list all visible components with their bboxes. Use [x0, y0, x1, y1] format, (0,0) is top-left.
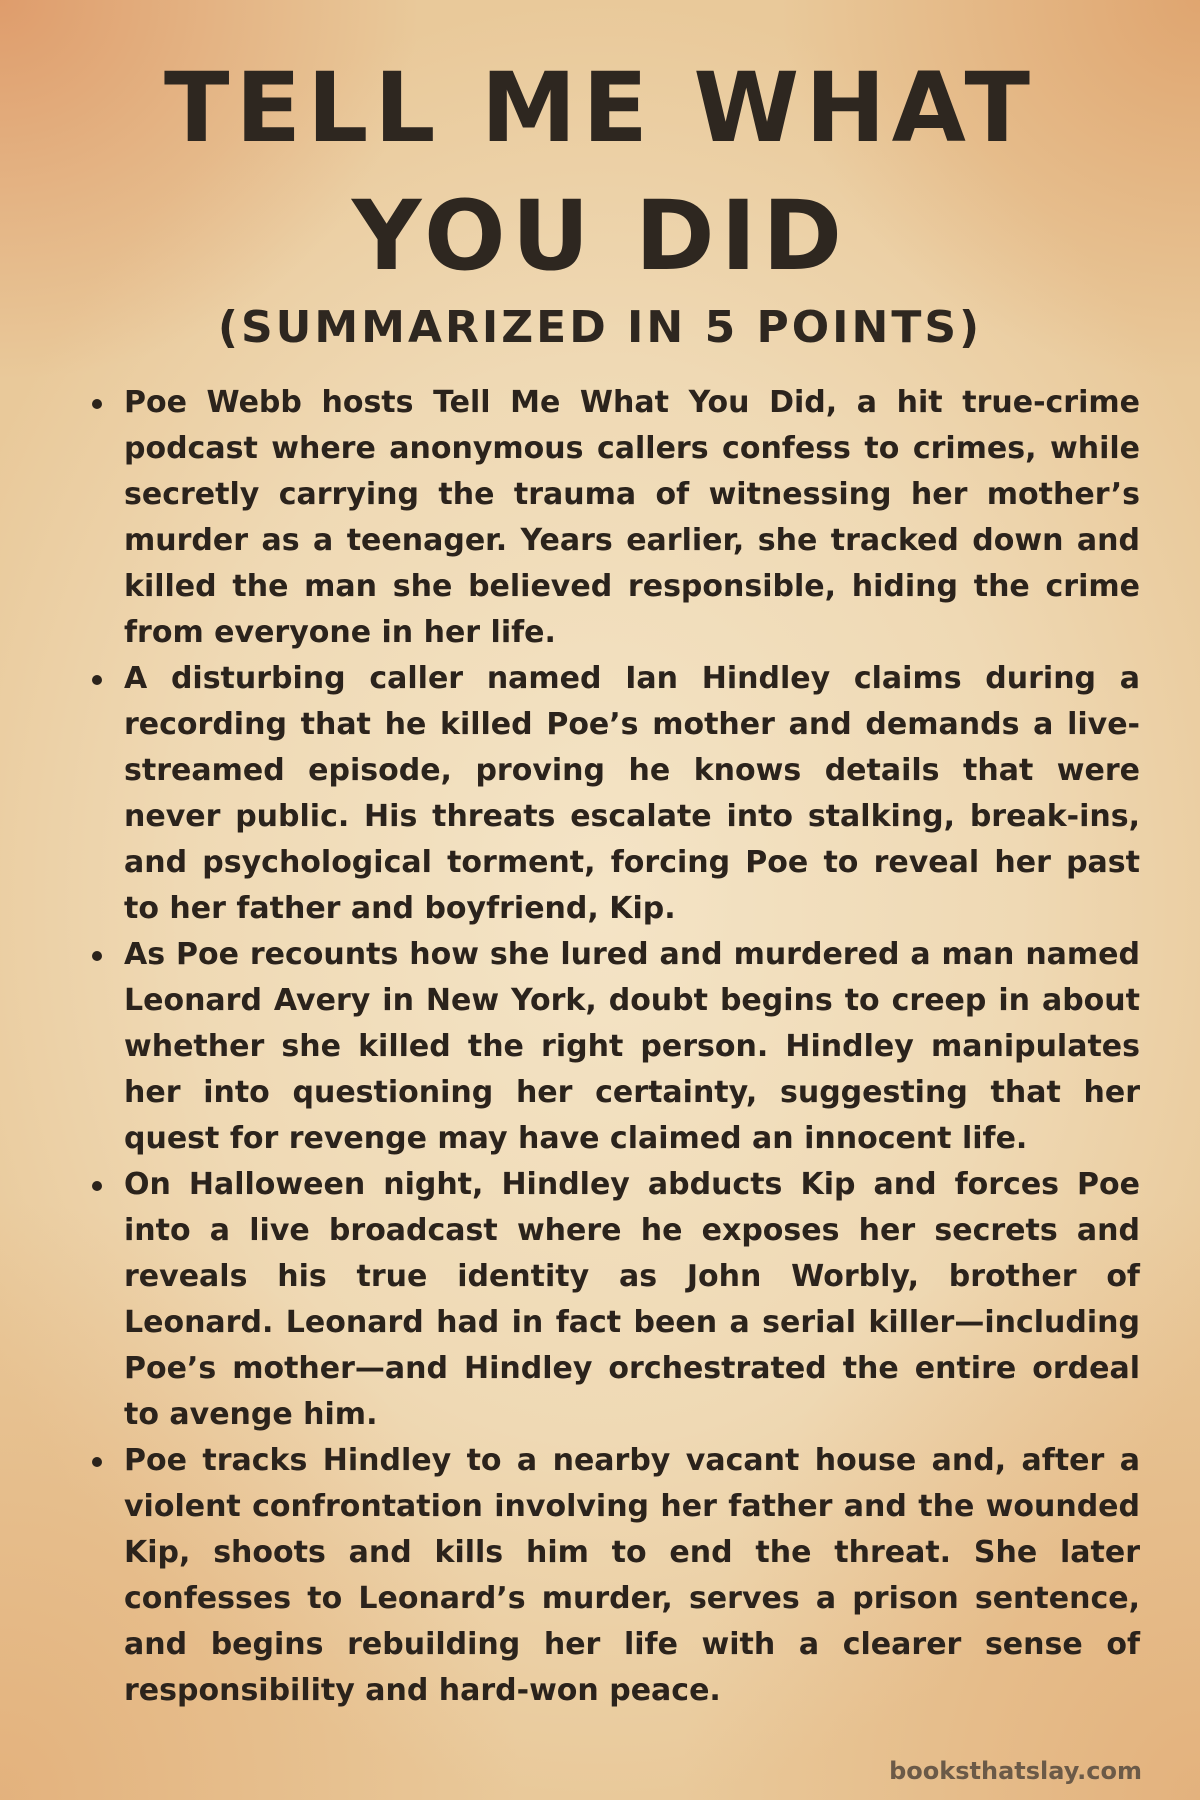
summary-point — [90, 1438, 1140, 1714]
summary-point-text: On Halloween night, Hindley abducts Kip and forces Poe into a live broadcast where he exposes her secrets and reveals his true identity as John Worbly, brother of Leonard. Leonard had in fact been a serial killer—including Poe’s mother—and Hindley orchestrated the entire ordeal to avenge him. — [124, 1167, 1140, 1432]
bullet-icon — [92, 951, 102, 961]
title-line-1: TELL ME WHAT — [164, 52, 1036, 164]
bullet-icon — [92, 675, 102, 685]
bullet-icon — [92, 1457, 102, 1467]
bullet-icon — [92, 399, 102, 409]
summary-point-text: As Poe recounts how she lured and murdered a man named Leonard Avery in New York, doubt begins to creep in about whether she killed the right person. Hindley manipulates her into questioning her certainty, suggesting that her quest for revenge may have claimed an innocent life. — [124, 937, 1140, 1156]
summary-point-text: A disturbing caller named Ian Hindley claims during a recording that he killed Poe’s mother and demands a live-streamed episode, proving he knows details that were never public. His threats escalate into stalking, break-ins, and psychological torment, forcing Poe to reveal her past to her father and boyfriend, Kip. — [124, 661, 1140, 926]
summary-point — [90, 656, 1140, 932]
site-credit: booksthatslay.com — [889, 1757, 1142, 1785]
summary-points-list — [90, 380, 1140, 1714]
summary-point — [90, 932, 1140, 1162]
title-line-2: YOU DID — [351, 180, 849, 292]
summary-point-text: Poe Webb hosts Tell Me What You Did, a hit true-crime podcast where anonymous callers confess to crimes, while secretly carrying the trauma of witnessing her mother’s murder as a teenager. Years earlier, she tracked down and killed the man she believed responsible, hiding the crime from everyone in her life. — [124, 385, 1140, 650]
summary-point — [90, 1162, 1140, 1438]
page-title — [0, 44, 1200, 300]
summary-point — [90, 380, 1140, 656]
bullet-icon — [92, 1181, 102, 1191]
summary-point-text: Poe tracks Hindley to a nearby vacant house and, after a violent confrontation involving her father and the wounded Kip, shoots and kills him to end the threat. She later confesses to Leonard’s murder, serves a prison sentence, and begins rebuilding her life with a clearer sense of responsibility and hard-won peace. — [124, 1443, 1140, 1708]
page-subtitle: (SUMMARIZED IN 5 POINTS) — [217, 302, 983, 353]
